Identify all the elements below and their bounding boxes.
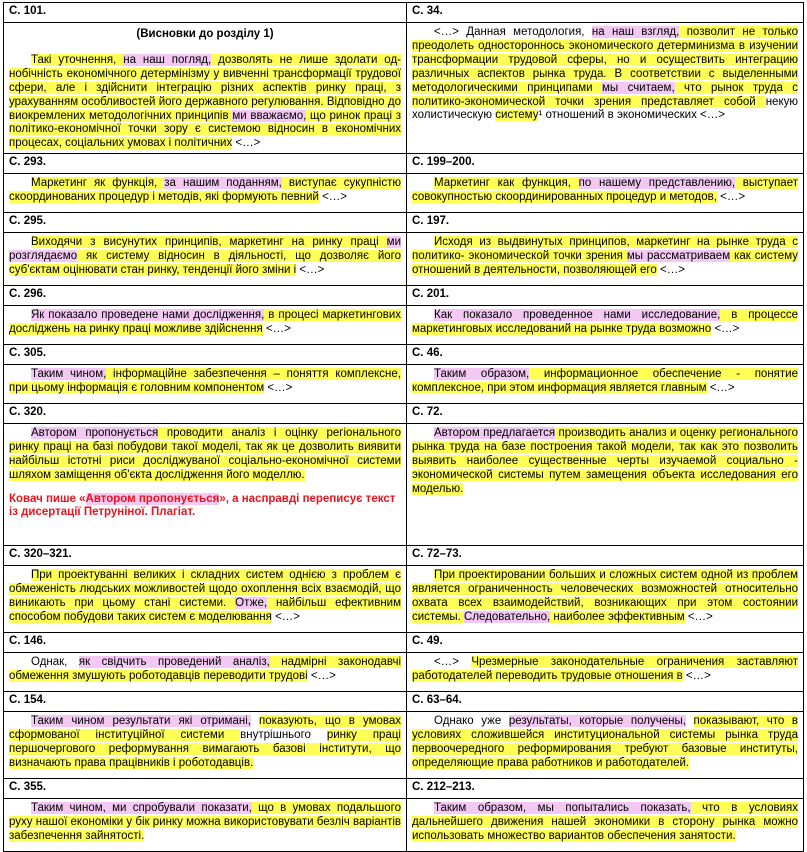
right-text [412,26,798,123]
matching-text-highlight: показывают, [693,715,760,727]
text-row [4,306,804,345]
matching-text-highlight: Исходя из выдвинутых принципов, маркетинг на рынке труда с политико- экономической точки зрения [412,236,798,262]
left-text-cell [4,799,407,852]
page-ref-row [4,779,804,799]
matching-text-highlight: что рынок труда с политико-экономической точки зрения представляет собой [412,81,798,108]
text-run: Однако уже [434,715,509,727]
matching-text-highlight: Чрезмерные законодательные ограничения заставляют работодателей переводить трудовые отношения в [412,656,798,682]
text-run: ¹ отношений в экономических [538,109,697,122]
text-run: некую холистическую [412,95,798,122]
matching-text-highlight: надмірні законодавчі обмеження змушують роботодавців переводити трудові [9,656,401,682]
left-text [9,368,401,396]
right-page-ref: С. 49. [407,633,804,653]
page-ref-row [4,154,804,174]
text-row [4,174,804,213]
right-text-cell [407,174,804,213]
author-phrase-highlight: мы считаем, [602,81,675,94]
matching-text-highlight: информационное обеспечение - понятие комплексное, при этом информация является главным [412,368,798,394]
matching-text-highlight: ринку праці першочергового реформування вимагають базові інститути, що визначають права працівників і роботодавців. [9,728,401,769]
author-phrase-highlight: Автором предлагается [434,427,556,439]
right-text-cell [407,566,804,633]
left-text-cell [4,23,407,154]
left-text [9,309,401,337]
text-run: <…> [684,610,713,623]
text-run: <…> [656,263,685,276]
right-page-ref: С. 197. [407,213,804,233]
author-phrase-highlight: мы рассматриваем [626,249,731,262]
left-text-cell [4,712,407,779]
right-page-ref: С. 72. [407,404,804,424]
matching-text-highlight: в процессе маркетинговых исследований на рынке труда возможно [412,309,798,335]
right-text-cell [407,306,804,345]
right-text [412,236,798,278]
text-row [4,365,804,404]
section-heading: (Висновки до розділу 1) [136,28,274,40]
left-text [9,569,401,625]
author-phrase-highlight: на наш погляд, [123,53,212,66]
matching-text-highlight: найбільш ефективним способом побудови таких систем є моделювання [9,596,401,623]
matching-text-highlight: При проектировании больших и сложных систем одной из проблем является ограниченность человеческих возможностей относительно охвата всех взаимодействий, возникающих при этом состоянии системы. [412,569,798,623]
author-phrase-highlight: за нашим поданням, [164,177,282,189]
matching-text-highlight: виступає сукупністю скоординованих процедур і методів, які формують певний [9,177,401,203]
right-page-ref: С. 199–200. [407,154,804,174]
right-text-cell [407,712,804,779]
matching-text-highlight: Маркетинг как функция, [434,177,579,189]
author-phrase-highlight: результаты, которые получены, [508,715,686,727]
text-run: <…> Данная методология, [434,26,592,38]
left-page-ref: С. 320. [4,404,407,424]
text-run: <…> [307,669,336,682]
author-phrase-highlight: Автором пропонується [85,492,220,505]
matching-text-highlight: позволит не только преодолеть одностороннось экономического детерминизма в изучении трансформации трудовой сферы, но и осуществить интеграцию различных аспектов рынка труда. В соответствии с выделенными методологическими принципами [412,26,798,94]
author-phrase-highlight: Таким образом, [434,368,530,380]
left-text-cell [4,174,407,213]
page-ref-row [4,345,804,365]
author-phrase-highlight: Как показало проведенное нами исследование, [434,309,721,321]
right-page-ref: С. 212–213. [407,779,804,799]
left-text-cell [4,306,407,345]
left-text [9,427,401,483]
left-page-ref: С. 295. [4,213,407,233]
left-page-ref: С. 296. [4,286,407,306]
left-text [9,54,401,151]
right-text-cell [407,23,804,154]
text-row [4,712,804,779]
left-page-ref: С. 293. [4,154,407,174]
matching-text-highlight: производить анализ и оценку регионального рынка труда на базе построения такой модели, так как это позволить выявить наиболее существенные черты изучаемой социально - экономической системы путем замещения объекта исследования его моделью. [412,427,798,495]
right-page-ref: С. 34. [407,3,804,23]
text-row [4,23,804,154]
page-ref-row [4,404,804,424]
left-text-cell [4,233,407,286]
right-text [412,715,798,771]
text-run: <…> [682,669,711,682]
matching-text-highlight: що в умовах подальшого руху нашої економіки у бік ринку можна використовувати безліч варіантів забезпечення зайнятості. [9,802,401,842]
text-run: <…> [716,190,746,203]
left-text-cell [4,365,407,404]
left-page-ref: С. 146. [4,633,407,653]
right-page-ref: С. 63–64. [407,692,804,712]
matching-text-highlight: Маркетинг як функція, [31,177,165,189]
matching-text-highlight: дозволять не лише здолати од-нобічність економічного детермінізму у вивченні трансформації трудової сфери, але і здійснити інтеграцію різних аспектів ринку праці, з урахуванням особливостей його державного регулювання. Відповідно до виокремлених методологічних принципів [9,53,401,122]
right-text [412,802,798,844]
right-text [412,569,798,625]
matching-text-highlight: інформаційне забезпечення – поняття комплексне, при цьому інформація є головним компонентом [9,368,401,394]
matching-text-highlight: в процесі маркетингових досліджень на ринку праці можливе здійснення [9,309,401,335]
author-phrase-highlight: Следовательно, [464,610,551,623]
left-text-cell [4,653,407,692]
matching-text-highlight: Виходячи з висунутих принципів, маркетинг на ринку праці [31,236,387,248]
left-text [9,715,401,771]
matching-text-highlight: что в условиях сложившейся институциональной системы рынка труда первоочередного реформирования требуют базовые институты, определяющие права работников и работодателей. [412,715,798,769]
left-text [9,177,401,205]
matching-text-highlight: выступает совокупностью скоординированных процедур и методов, [412,177,798,203]
left-text [9,802,401,844]
author-phrase-highlight: Таким чином, ми спробували показати, [31,802,252,814]
matching-text-highlight: наиболее эффективным [550,610,685,623]
author-phrase-highlight: Таким чином, [31,368,107,380]
text-run: <…> [232,137,261,150]
matching-text-highlight: що в умовах сформованої інституційної системи [9,715,401,741]
text-run: », а насправді переписує текст із дисертації Петруніної. Плагіат. [9,492,396,518]
right-page-ref: С. 72–73. [407,546,804,566]
left-text-cell [4,566,407,633]
author-phrase-highlight: Як показало проведене нами дослідження, [31,309,265,321]
text-run: <…> [264,381,293,394]
matching-text-highlight: як систему відносин в діяльності, що дозволяє його суб'єктам оцінювати стан ринку, тенденції його зміни і [9,249,401,276]
author-phrase-highlight: ми розглядаємо [9,236,401,262]
left-page-ref: С. 305. [4,345,407,365]
left-page-ref: С. 154. [4,692,407,712]
text-run: <…> [262,322,291,335]
right-text [412,427,798,497]
plagiarism-note [9,493,401,519]
matching-text-highlight: показують, [259,715,317,727]
matching-text-highlight: как систему отношений в деятельности, позволяющей его [412,249,798,276]
text-run: внутрішнього [240,728,327,741]
matching-text-highlight: що ринок праці з політико-економічної точки зору є системою відносин в економічних процесах, соціальних умовах і політичних [9,109,401,150]
text-run: <…> [271,610,301,623]
page-ref-row [4,546,804,566]
right-text-cell [407,365,804,404]
text-row [4,233,804,286]
right-text-cell [407,799,804,852]
matching-text-highlight: При проектуванні великих і складних систем однією з проблем є обмеженість людських можливостей щодо охоплення всіх взаємодій, що виникають при цьому стані системи. [9,569,401,609]
page-ref-row [4,633,804,653]
right-page-ref: С. 201. [407,286,804,306]
text-run: <…> [706,381,735,394]
text-run: <…> [434,656,472,668]
left-page-ref: С. 101. [4,3,407,23]
right-text [412,309,798,337]
text-row [4,653,804,692]
right-text-cell [407,424,804,546]
matching-text-highlight: Такі уточнення, [31,53,124,66]
right-text-cell [407,653,804,692]
text-run [251,715,259,727]
left-text-cell [4,424,407,546]
text-run: Однак, [31,656,79,668]
right-text [412,177,798,205]
left-text [9,236,401,278]
right-page-ref: С. 46. [407,345,804,365]
author-phrase-highlight: Таким чином результати які отримані, [31,715,251,727]
author-phrase-highlight: ми вважаємо, [232,109,307,122]
page-ref-row [4,286,804,306]
text-run: <…> [711,322,740,335]
author-phrase-highlight: Автором пропонується [31,427,159,439]
text-run: <…> [696,109,725,122]
text-run: <…> [296,263,325,276]
text-run [686,715,694,727]
author-phrase-highlight: Таким образом, мы попытались показать, [434,802,691,814]
author-phrase-highlight: Отже, [235,596,268,609]
author-phrase-highlight: як свідчить проведений аналіз, [78,656,270,668]
page-ref-row [4,692,804,712]
author-phrase-highlight: по нашему представлению, [578,177,736,189]
right-text [412,368,798,396]
matching-text-highlight: систему [495,109,539,122]
text-row [4,424,804,546]
right-text-cell [407,233,804,286]
text-run: <…> [318,190,348,203]
left-page-ref: С. 320–321. [4,546,407,566]
right-text [412,656,798,684]
page-ref-row [4,213,804,233]
text-row [4,799,804,852]
page-ref-row [4,3,804,23]
text-run: Ковач пише « [9,492,86,505]
matching-text-highlight: проводити аналіз і оцінку регіонального ринку праці на базі побудови такої моделі, так як це дозволить виявити найбільш істотні риси досліджуваної соціально-економічної системи шляхом заміщення об'єкта дослідження його моделлю. [9,427,401,481]
matching-text-highlight: что в условиях дальнейшего движения нашей экономики в сторону рынка можно использовать множество вариантов обеспечения занятости. [412,802,798,842]
left-page-ref: С. 355. [4,779,407,799]
text-row [4,566,804,633]
left-text [9,656,401,684]
author-phrase-highlight: на наш взгляд, [591,26,680,38]
comparison-table [3,2,804,852]
